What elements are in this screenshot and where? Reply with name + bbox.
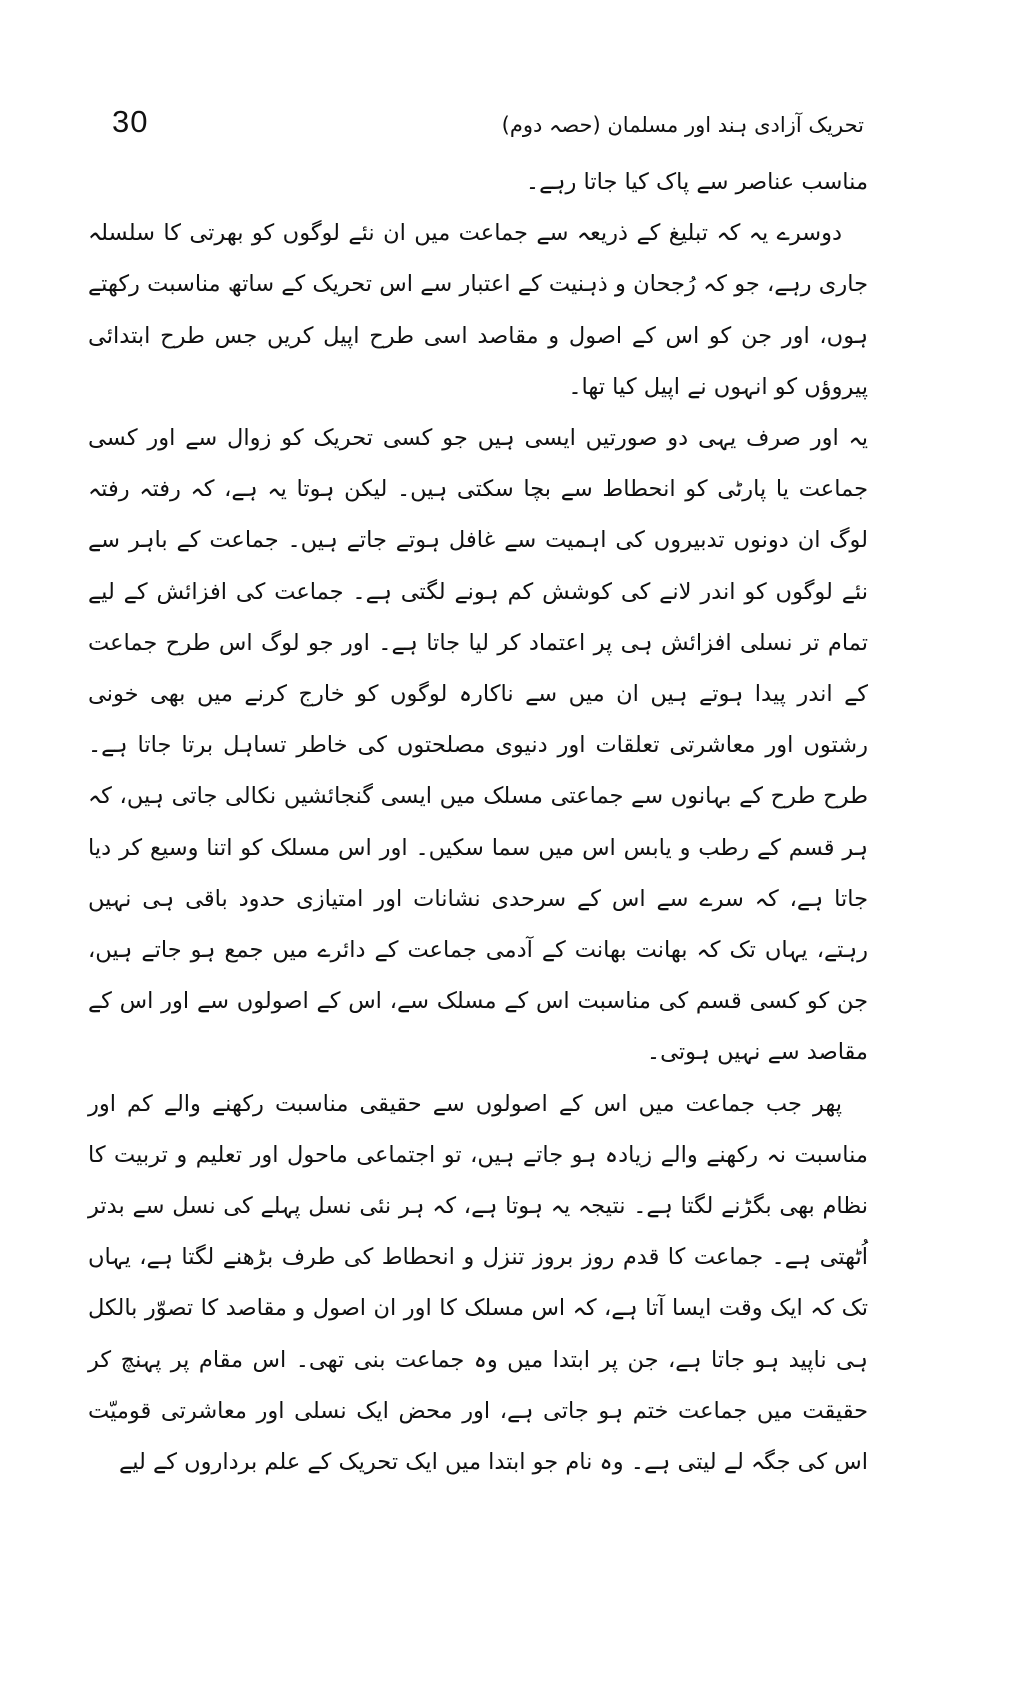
- paragraph: دوسرے یہ کہ تبلیغ کے ذریعہ سے جماعت میں ان نئے لوگوں کو بھرتی کا سلسلہ جاری رہے، جو کہ رُجحان و ذہنیت کے اعتبار سے اس تحریک کے ساتھ مناسبت رکھتے ہوں، اور جن کو اس کے اصول و مقاصد اسی طرح اپیل کریں جس طرح ابتدائی پیروؤں کو انہوں نے اپیل کیا تھا۔: [88, 220, 868, 400]
- paragraph: پھر جب جماعت میں اس کے اصولوں سے حقیقی مناسبت رکھنے والے کم اور مناسبت نہ رکھنے والے زیادہ ہو جاتے ہیں، تو اجتماعی ماحول اور تعلیم و تربیت کا نظام بھی بگڑنے لگتا ہے۔ نتیجہ یہ ہوتا ہے، کہ ہر نئی نسل پہلے کی نسل سے بدتر اُٹھتی ہے۔ جماعت کا قدم روز بروز تنزل و انحطاط کی طرف بڑھنے لگتا ہے، یہاں تک کہ ایک وقت ایسا آتا ہے، کہ اس مسلک کا اور ان اصول و مقاصد کا تصوّر بالکل ہی ناپید ہو جاتا ہے، جن پر ابتدا میں وہ جماعت بنی تھی۔ اس مقام پر پہنچ کر حقیقت میں جماعت ختم ہو جاتی ہے، اور محض ایک نسلی اور معاشرتی قومیّت اس کی جگہ لے لیتی ہے۔ وہ نام جو ابتدا میں ایک تحریک کے علم برداروں کے لیے: [88, 1090, 868, 1476]
- paragraph: مناسب عناصر سے پاک کیا جاتا رہے۔: [525, 169, 868, 195]
- body-text: [88, 157, 868, 1488]
- paragraph: یہ اور صرف یہی دو صورتیں ایسی ہیں جو کسی تحریک کو زوال سے اور کسی جماعت یا پارٹی کو انحطاط سے بچا سکتی ہیں۔ لیکن ہوتا یہ ہے، کہ رفتہ رفتہ لوگ ان دونوں تدبیروں کی اہمیت سے غافل ہوتے جاتے ہیں۔ جماعت کے باہر سے نئے لوگوں کو اندر لانے کی کوشش کم ہونے لگتی ہے۔ جماعت کی افزائش کے لیے تمام تر نسلی افزائش ہی پر اعتماد کر لیا جاتا ہے۔ اور جو لوگ اس طرح جماعت کے اندر پیدا ہوتے ہیں ان میں سے ناکارہ لوگوں کو خارج کرنے میں بھی خونی رشتوں اور معاشرتی تعلقات اور دنیوی مصلحتوں کی خاطر تساہل برتا جاتا ہے۔ طرح طرح کے بہانوں سے جماعتی مسلک میں ایسی گنجائشیں نکالی جاتی ہیں، کہ ہر قسم کے رطب و یابس اس میں سما سکیں۔ اور اس مسلک کو اتنا وسیع کر دیا جاتا ہے، کہ سرے سے اس کے سرحدی نشانات اور امتیازی حدود باقی ہی نہیں رہتے، یہاں تک کہ بھانت بھانت کے آدمی جماعت کے دائرے میں جمع ہو جاتے ہیں، جن کو کسی قسم کی مناسبت اس کے مسلک سے، اس کے اصولوں سے اور اس کے مقاصد سے نہیں ہوتی۔: [88, 425, 868, 1066]
- page-number: 30: [112, 104, 149, 139]
- running-header: تحریک آزادی ہند اور مسلمان (حصہ دوم): [501, 113, 864, 137]
